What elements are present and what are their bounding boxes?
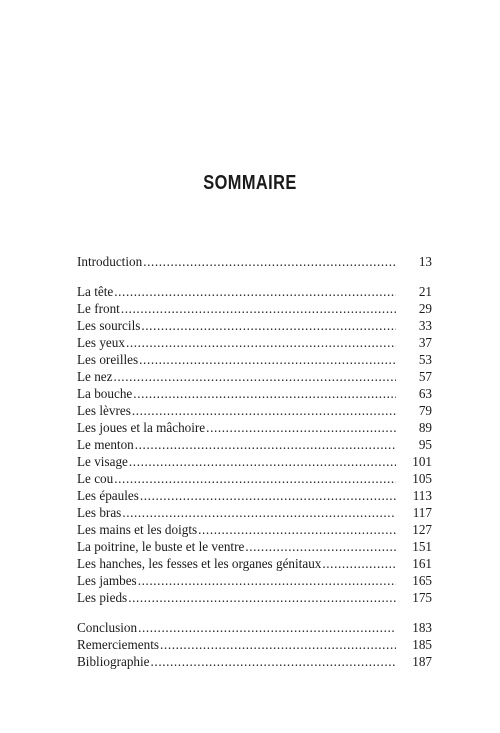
toc-entry-label: La poitrine, le buste et le ventre — [77, 539, 245, 554]
toc-leader-dots — [206, 419, 396, 436]
toc-leader-dots — [129, 453, 396, 470]
toc-leader-dots — [114, 368, 396, 385]
toc-entry-page-number: 187 — [412, 654, 432, 669]
toc-entry[interactable] — [77, 253, 432, 270]
table-of-contents — [77, 253, 432, 670]
toc-entry[interactable] — [77, 385, 432, 402]
toc-entry[interactable] — [77, 300, 432, 317]
toc-entry-label: Les épaules — [77, 488, 139, 503]
toc-leader-dots — [143, 253, 396, 270]
toc-entry-page-number: 127 — [412, 522, 432, 537]
toc-entry[interactable] — [77, 619, 432, 636]
toc-entry-page-number: 165 — [412, 573, 432, 588]
toc-entry-label: Introduction — [77, 254, 143, 269]
toc-entry-label: Les joues et la mâchoire — [77, 420, 206, 435]
toc-entry[interactable] — [77, 636, 432, 653]
toc-entry[interactable] — [77, 334, 432, 351]
toc-entry[interactable] — [77, 538, 432, 555]
toc-leader-dots — [245, 538, 396, 555]
toc-entry[interactable] — [77, 470, 432, 487]
toc-leader-dots — [121, 300, 396, 317]
toc-entry-label: Les lèvres — [77, 403, 131, 418]
toc-leader-dots — [114, 470, 396, 487]
toc-entry-label: Le menton — [77, 437, 134, 452]
toc-leader-dots — [138, 619, 396, 636]
toc-leader-dots — [114, 283, 396, 300]
toc-leader-dots — [140, 487, 396, 504]
toc-entry-label: Le cou — [77, 471, 114, 486]
toc-entry[interactable] — [77, 572, 432, 589]
page-title: SOMMAIRE — [203, 172, 297, 194]
toc-entry-label: Le front — [77, 301, 120, 316]
toc-entry-page-number: 101 — [412, 454, 432, 469]
toc-entry[interactable] — [77, 402, 432, 419]
toc-entry[interactable] — [77, 368, 432, 385]
toc-leader-dots — [133, 385, 396, 402]
toc-leader-dots — [198, 521, 396, 538]
toc-entry-page-number: 29 — [418, 301, 432, 316]
toc-entry-page-number: 185 — [412, 637, 432, 652]
toc-group-chapters — [77, 283, 432, 606]
toc-entry-label: Bibliographie — [77, 654, 150, 669]
toc-leader-dots — [141, 317, 396, 334]
toc-leader-dots — [122, 504, 396, 521]
toc-entry-label: La tête — [77, 284, 114, 299]
toc-entry-page-number: 33 — [418, 318, 432, 333]
toc-entry-label: Les pieds — [77, 590, 128, 605]
toc-leader-dots — [128, 589, 396, 606]
toc-entry[interactable] — [77, 436, 432, 453]
toc-entry-label: Remerciements — [77, 637, 160, 652]
toc-entry-label: Les hanches, les fesses et les organes génitaux — [77, 556, 322, 571]
toc-entry-page-number: 79 — [418, 403, 432, 418]
toc-entry-label: Les mains et les doigts — [77, 522, 198, 537]
toc-leader-dots — [160, 636, 396, 653]
toc-entry-page-number: 151 — [412, 539, 432, 554]
toc-entry[interactable] — [77, 317, 432, 334]
toc-entry[interactable] — [77, 351, 432, 368]
toc-entry-page-number: 113 — [412, 488, 432, 503]
toc-entry[interactable] — [77, 653, 432, 670]
toc-entry[interactable] — [77, 504, 432, 521]
toc-entry[interactable] — [77, 487, 432, 504]
toc-entry-page-number: 63 — [418, 386, 432, 401]
toc-entry[interactable] — [77, 521, 432, 538]
toc-entry-page-number: 105 — [412, 471, 432, 486]
toc-entry-page-number: 37 — [418, 335, 432, 350]
toc-entry-label: La bouche — [77, 386, 133, 401]
toc-entry-label: Conclusion — [77, 620, 138, 635]
toc-entry-label: Les jambes — [77, 573, 137, 588]
toc-entry-page-number: 57 — [418, 369, 432, 384]
toc-entry-label: Le nez — [77, 369, 113, 384]
toc-leader-dots — [135, 436, 396, 453]
toc-leader-dots — [139, 351, 396, 368]
toc-entry-page-number: 183 — [412, 620, 432, 635]
toc-leader-dots — [138, 572, 396, 589]
toc-entry-page-number: 161 — [412, 556, 432, 571]
toc-entry-page-number: 53 — [418, 352, 432, 367]
toc-entry[interactable] — [77, 283, 432, 300]
toc-entry-page-number: 95 — [418, 437, 432, 452]
toc-entry-label: Les bras — [77, 505, 122, 520]
toc-entry-label: Les oreilles — [77, 352, 139, 367]
toc-entry-label: Les sourcils — [77, 318, 141, 333]
toc-leader-dots — [322, 555, 396, 572]
toc-leader-dots — [151, 653, 396, 670]
toc-group-front — [77, 253, 432, 270]
toc-entry-page-number: 13 — [418, 254, 432, 269]
toc-entry-page-number: 175 — [412, 590, 432, 605]
toc-leader-dots — [126, 334, 396, 351]
toc-group-back — [77, 619, 432, 670]
toc-entry-page-number: 21 — [418, 284, 432, 299]
toc-entry-label: Le visage — [77, 454, 128, 469]
toc-entry[interactable] — [77, 453, 432, 470]
toc-entry-page-number: 117 — [412, 505, 432, 520]
toc-leader-dots — [132, 402, 396, 419]
toc-entry-page-number: 89 — [418, 420, 432, 435]
toc-entry-label: Les yeux — [77, 335, 125, 350]
toc-entry[interactable] — [77, 589, 432, 606]
toc-entry[interactable] — [77, 419, 432, 436]
toc-entry[interactable] — [77, 555, 432, 572]
